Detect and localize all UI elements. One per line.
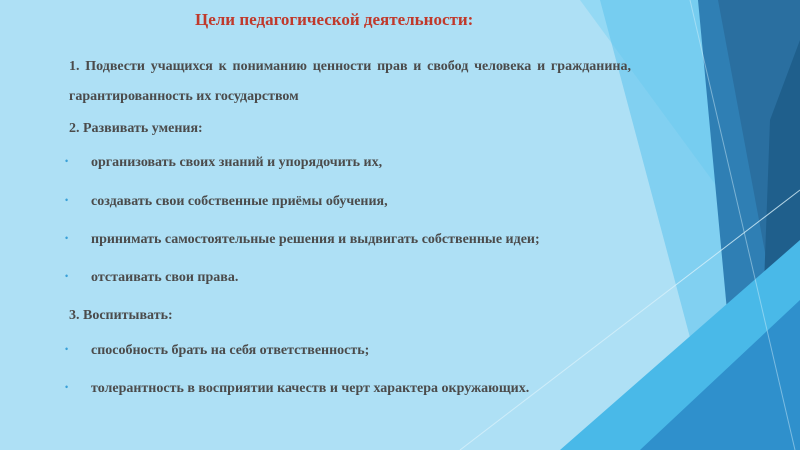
bullet-icon: •	[65, 156, 69, 166]
list-item	[65, 194, 388, 210]
bullet-icon: •	[65, 344, 69, 354]
goal-3-heading: 3. Воспитывать:	[69, 308, 173, 323]
list-item-text: организовать своих знаний и упорядочить их,	[91, 155, 383, 170]
list-item-text: способность брать на себя ответственность;	[91, 343, 370, 358]
list-item-text: толерантность в восприятии качеств и черт характера окружающих.	[91, 381, 530, 396]
bullet-icon: •	[65, 233, 69, 243]
list-item-text: принимать самостоятельные решения и выдвигать собственные идеи;	[91, 232, 540, 247]
slide-title: Цели педагогической деятельности:	[195, 10, 474, 29]
goal-1-text: 1. Подвести учащихся к пониманию ценности прав и свобод человека и гражданина, гарантированность их государством	[69, 59, 631, 104]
goal-2-heading: 2. Развивать умения:	[69, 121, 203, 136]
list-item	[65, 343, 369, 359]
bullet-icon: •	[65, 271, 69, 281]
bullet-icon: •	[65, 382, 69, 392]
bullet-icon: •	[65, 195, 69, 205]
list-item	[65, 270, 238, 286]
list-item-text: отстаивать свои права.	[91, 270, 239, 285]
list-item	[65, 232, 540, 248]
list-item	[65, 155, 382, 171]
list-item-text: создавать свои собственные приёмы обучения,	[91, 194, 388, 209]
list-item	[65, 381, 529, 397]
